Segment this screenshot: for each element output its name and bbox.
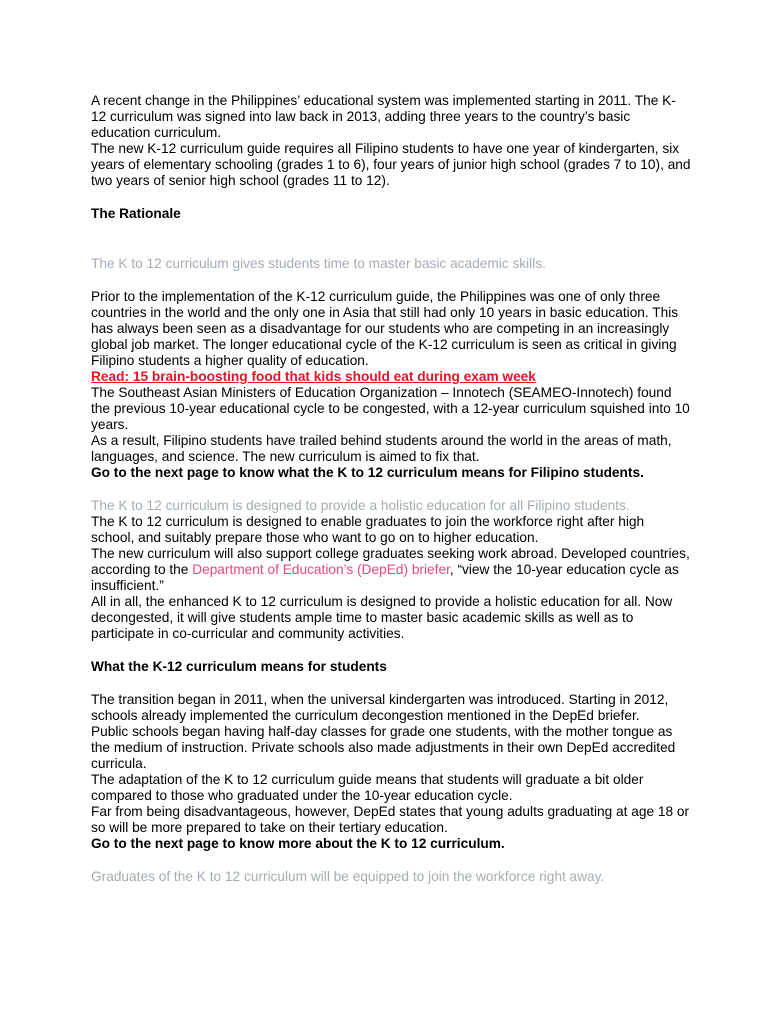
work-abroad-quote: , “view the 10-year education cycle as insufficient.” bbox=[91, 562, 679, 593]
rationale-paragraph: Prior to the implementation of the K-12 curriculum guide, the Philippines was one of only three countries in the world and the only one in Asia that still had only 10 years in basic education. This has always been seen as a disadvantage for our students who are competing in an increasingly global job market. The longer educational cycle of the K-12 curriculum is seen as critical in giving Filipino students a higher quality of education. bbox=[91, 289, 679, 368]
spacer bbox=[91, 272, 691, 289]
deped-briefer-link[interactable]: Department of Education’s (DepEd) briefer bbox=[192, 562, 450, 577]
workforce-paragraph: The K to 12 curriculum is designed to enable graduates to join the workforce right after high school, and suitably prepare those who want to go on to higher education. bbox=[91, 514, 645, 545]
spacer bbox=[91, 189, 691, 206]
spacer bbox=[91, 222, 691, 239]
work-abroad-paragraph bbox=[91, 546, 691, 594]
subheading-holistic: The K to 12 curriculum is designed to provide a holistic education for all Filipino students. bbox=[91, 498, 630, 513]
intro-paragraph: A recent change in the Philippines’ educational system was implemented starting in 2011. The K-12 curriculum was signed into law back in 2013, adding three years to the country’s basic education curriculum. bbox=[91, 93, 676, 140]
graduate-older-paragraph: The adaptation of the K to 12 curriculum guide means that students will graduate a bit older compared to those who graduated under the 10-year education cycle. bbox=[91, 772, 644, 803]
transition-paragraph: The transition began in 2011, when the universal kindergarten was introduced. Starting in 2012, schools already implemented the curriculum decongestion mentioned in the DepEd briefer. bbox=[91, 692, 669, 723]
article-body bbox=[91, 93, 691, 885]
public-schools-paragraph: Public schools began having half-day classes for grade one students, with the mother tongue as the medium of instruction. Private schools also made adjustments in their own DepEd accredited curricula. bbox=[91, 724, 676, 771]
seameo-paragraph: The Southeast Asian Ministers of Education Organization – Innotech (SEAMEO-Innotech) found the previous 10-year educational cycle to be congested, with a 12-year curriculum squished into 10 years. bbox=[91, 385, 690, 432]
work-abroad-text: The new curriculum will also support college graduates seeking work abroad. Developed countries, according to the bbox=[91, 546, 690, 577]
subheading-master-skills: The K to 12 curriculum gives students time to master basic academic skills. bbox=[91, 256, 546, 271]
tertiary-paragraph: Far from being disadvantageous, however, DepEd states that young adults graduating at age 18 or so will be more prepared to take on their tertiary education. bbox=[91, 804, 690, 835]
holistic-paragraph: All in all, the enhanced K to 12 curriculum is designed to provide a holistic education for all. Now decongested, it will give students ample time to master basic academic skills as well as to participate in co-curricular and community activities. bbox=[91, 594, 673, 641]
spacer bbox=[91, 239, 691, 256]
heading-means-for-students: What the K-12 curriculum means for students bbox=[91, 659, 387, 674]
spacer bbox=[91, 675, 691, 692]
spacer bbox=[91, 642, 691, 659]
next-page-prompt-2: Go to the next page to know more about the K to 12 curriculum. bbox=[91, 836, 505, 851]
subheading-workforce: Graduates of the K to 12 curriculum will be equipped to join the workforce right away. bbox=[91, 869, 605, 884]
next-page-prompt-1: Go to the next page to know what the K to 12 curriculum means for Filipino students. bbox=[91, 465, 644, 480]
spacer bbox=[91, 852, 691, 869]
read-more-link[interactable]: Read: 15 brain-boosting food that kids should eat during exam week bbox=[91, 369, 536, 384]
spacer bbox=[91, 481, 691, 498]
curriculum-structure-paragraph: The new K-12 curriculum guide requires all Filipino students to have one year of kindergarten, six years of elementary schooling (grades 1 to 6), four years of junior high school (grades 7 to 10), and two years of senior high school (grades 11 to 12). bbox=[91, 141, 691, 188]
trailed-paragraph: As a result, Filipino students have trailed behind students around the world in the areas of math, languages, and science. The new curriculum is aimed to fix that. bbox=[91, 433, 672, 464]
heading-rationale: The Rationale bbox=[91, 206, 181, 221]
